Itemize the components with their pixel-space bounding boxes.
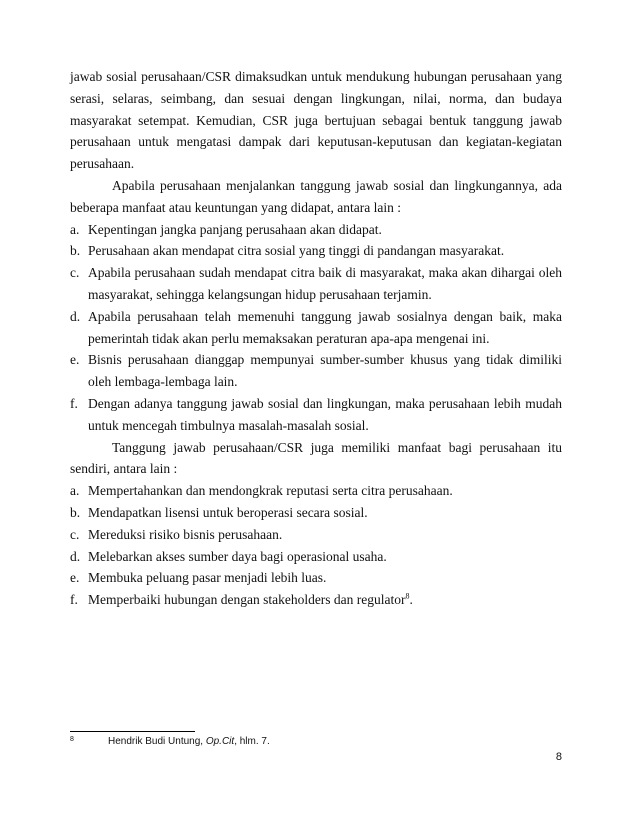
list-item: e. Membuka peluang pasar menjadi lebih luas. bbox=[70, 570, 327, 586]
list-item: f. Memperbaiki hubungan dengan stakeholders dan regulator$^8$. bbox=[70, 591, 413, 608]
benefits-list bbox=[70, 219, 562, 437]
footnote-reference[interactable]: 8 bbox=[405, 591, 410, 601]
list-item: b. Mendapatkan lisensi untuk beroperasi secara sosial. bbox=[70, 504, 368, 520]
list-item: d. Melebarkan akses sumber daya bagi operasional usaha. bbox=[70, 548, 387, 564]
footnote-number: 8 bbox=[70, 736, 74, 743]
list-item: a. Kepentingan jangka panjang perusahaan akan didapat. bbox=[70, 221, 382, 237]
paragraph-intro: jawab sosial perusahaan/CSR dimaksudkan untuk mendukung hubungan perusahaan yang serasi, selaras, seimbang, dan sesuai dengan lingkungan, nilai, norma, dan budaya masyarakat setempat. Kemudian, CSR juga bertujuan sebagai bentuk tanggung jawab perusahaan untuk mengatasi dampak dari keputusan-keputusan dan kegiatan-kegiatan perusahaan. bbox=[70, 69, 562, 172]
footnote-divider bbox=[70, 731, 195, 732]
list-item: e. Bisnis perusahaan dianggap mempunyai sumber-sumber khusus yang tidak dimiliki oleh lembaga-lembaga lain. bbox=[70, 352, 562, 390]
list-item: f. Dengan adanya tanggung jawab sosial dan lingkungan, maka perusahaan lebih mudah untuk mencegah timbulnya masalah-masalah sosial. bbox=[70, 395, 562, 433]
document-body bbox=[70, 66, 562, 611]
list-item: d. Apabila perusahaan telah memenuhi tanggung jawab sosialnya dengan baik, maka pemerintah tidak akan perlu memaksakan peraturan apa-apa mengenai ini. bbox=[70, 308, 562, 346]
list-item: b. Perusahaan akan mendapat citra sosial yang tinggi di pandangan masyarakat. bbox=[70, 243, 505, 259]
list-item: a. Mempertahankan dan mendongkrak reputasi serta citra perusahaan. bbox=[70, 483, 453, 499]
paragraph-company-benefits-intro: Tanggung jawab perusahaan/CSR juga memiliki manfaat bagi perusahaan itu sendiri, antara lain : bbox=[70, 439, 562, 477]
company-benefits-list bbox=[70, 480, 562, 611]
paragraph-benefits-intro: Apabila perusahaan menjalankan tanggung jawab sosial dan lingkungannya, ada beberapa manfaat atau keuntungan yang didapat, antara lain : bbox=[70, 177, 562, 215]
page-number: 8 bbox=[555, 751, 562, 763]
list-item: c. Apabila perusahaan sudah mendapat citra baik di masyarakat, maka akan dihargai oleh masyarakat, sehingga kelangsungan hidup perusahaan terjamin. bbox=[70, 265, 562, 302]
footnote: 8 Hendrik Budi Untung, Op.Cit, hlm. 7. bbox=[70, 736, 270, 747]
list-item: c. Mereduksi risiko bisnis perusahaan. bbox=[70, 526, 283, 542]
